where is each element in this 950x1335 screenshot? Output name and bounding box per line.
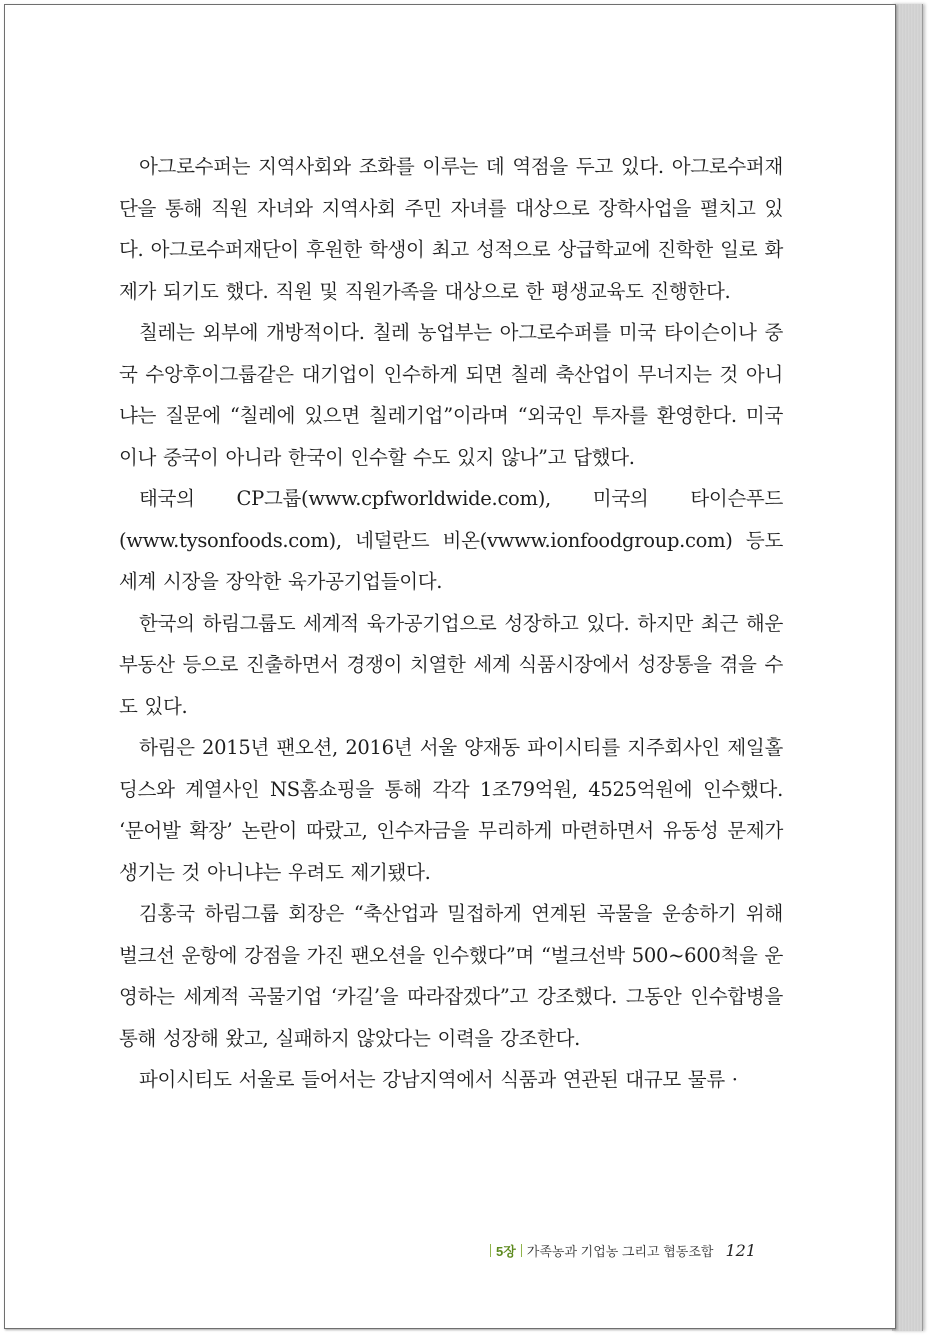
footer-divider — [521, 1244, 522, 1257]
footer-chapter: 5장 — [496, 1243, 516, 1259]
footer-chapter-title: 가족농과 기업농 그리고 협동조합 — [526, 1243, 714, 1259]
page-number: 121 — [725, 1240, 756, 1260]
paragraph-6: 김홍국 하림그룹 회장은 “축산업과 밀접하게 연계된 곡물을 운송하기 위해 벌크선 운항에 강점을 가진 팬오션을 인수했다”며 “벌크선박 500~600척을 운영하는 세계적 곡물기업 ‘카길’을 따라잡겠다”고 강조했다. 그동안 인수합병을 통해 성장해 왔고, 실패하지 않았다는 이력을 강조한다. — [119, 902, 783, 1050]
footer-divider — [490, 1244, 491, 1257]
paragraph-2: 칠레는 외부에 개방적이다. 칠레 농업부는 아그로수퍼를 미국 타이슨이나 중국 수앙후이그룹같은 대기업이 인수하게 되면 칠레 축산업이 무너지는 것 아니냐는 질문에 “칠레에 있으면 칠레기업”이라며 “외국인 투자를 환영한다. 미국이나 중국이 아니라 한국이 인수할 수도 있지 않나”고 답했다. — [119, 321, 783, 469]
paragraph-5: 하림은 2015년 팬오션, 2016년 서울 양재동 파이시티를 지주회사인 제일홀딩스와 계열사인 NS홈쇼핑을 통해 각각 1조79억원, 4525억원에 인수했다. ‘문어발 확장’ 논란이 따랐고, 인수자금을 무리하게 마련하면서 유동성 문제가 생기는 것 아니냐는 우려도 제기됐다. — [119, 736, 783, 884]
running-footer — [485, 1238, 785, 1262]
paragraph-3: 태국의 CP그룹(www.cpfworldwide.com), 미국의 타이슨푸드(www.tysonfoods.com), 네덜란드 비온(vwww.ionfoodgroup.com) 등도 세계 시장을 장악한 육가공기업들이다. — [119, 487, 783, 593]
paragraph-7: 파이시티도 서울로 들어서는 강남지역에서 식품과 연관된 대규모 물류 · — [139, 1068, 738, 1091]
paragraph-1: 아그로수퍼는 지역사회와 조화를 이루는 데 역점을 두고 있다. 아그로수퍼재단을 통해 직원 자녀와 지역사회 주민 자녀를 대상으로 장학사업을 펼치고 있다. 아그로수퍼재단이 후원한 학생이 최고 성적으로 상급학교에 진학한 일로 화제가 되기도 했다. 직원 및 직원가족을 대상으로 한 평생교육도 진행한다. — [119, 155, 783, 303]
body-text — [119, 146, 783, 1101]
page-edges-stack — [892, 4, 923, 1331]
page — [4, 4, 896, 1329]
paragraph-4: 한국의 하림그룹도 세계적 육가공기업으로 성장하고 있다. 하지만 최근 해운 부동산 등으로 진출하면서 경쟁이 치열한 세계 식품시장에서 성장통을 겪을 수도 있다. — [119, 611, 783, 718]
